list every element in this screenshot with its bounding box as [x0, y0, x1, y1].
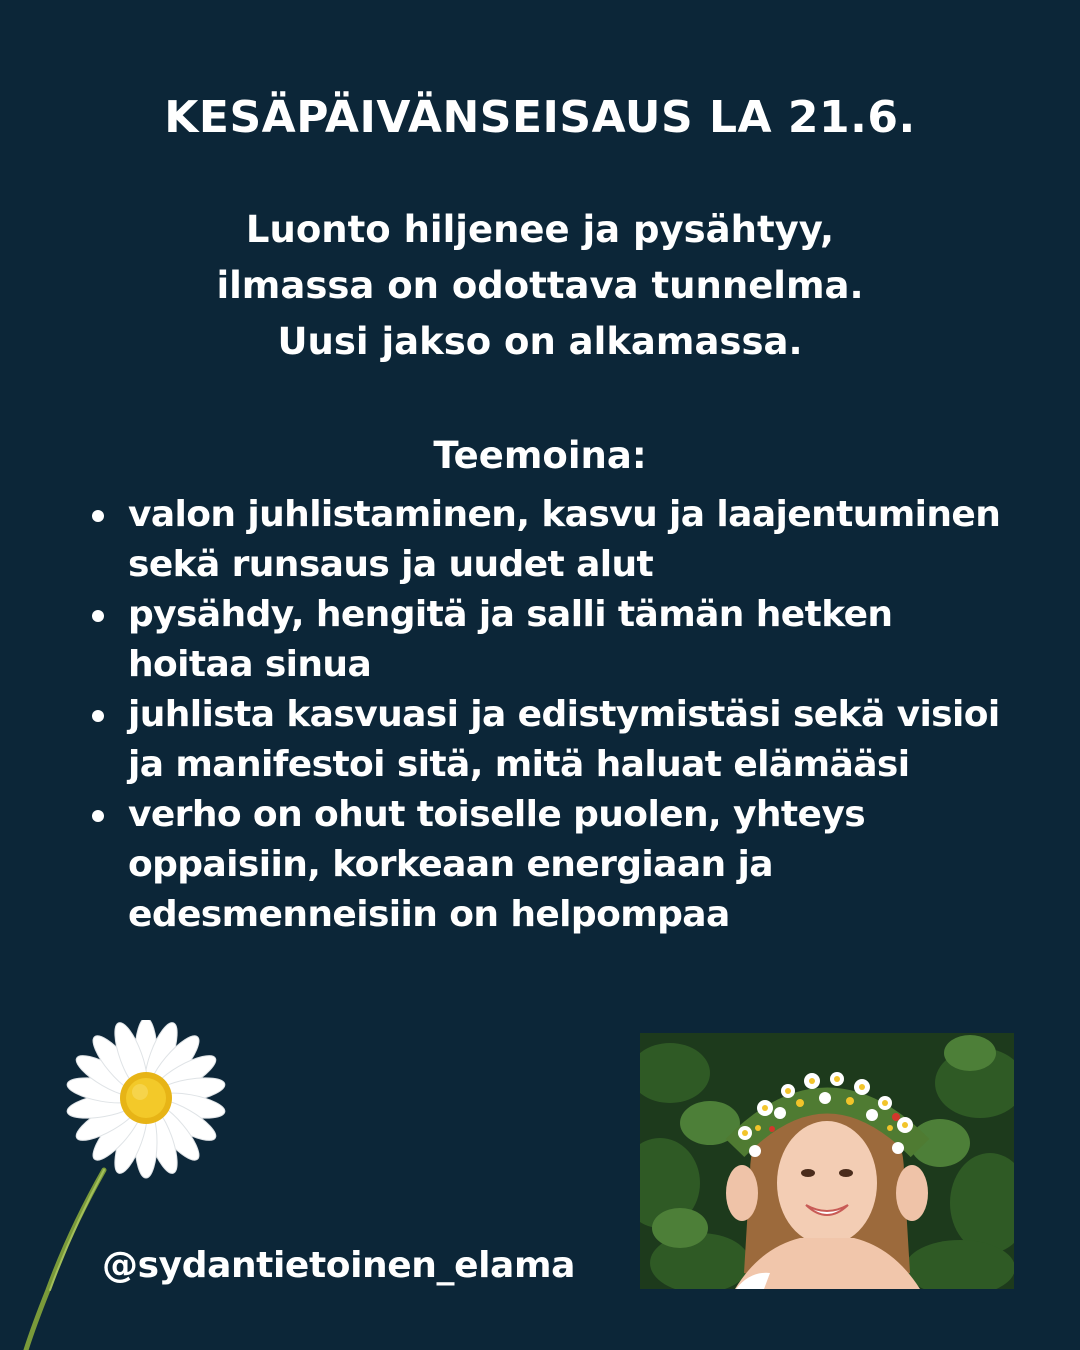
bullet-icon	[92, 710, 104, 722]
list-item-text: verho on ohut toiselle puolen, yhteys oppaisiin, korkeaan energiaan ja edesmenneisiin on helpompaa	[128, 794, 866, 935]
bullet-icon	[92, 510, 104, 522]
list-item	[84, 790, 1024, 940]
intro-line: ilmassa on odottava tunnelma.	[216, 264, 864, 307]
list-item	[84, 490, 1024, 590]
list-item	[84, 590, 1024, 690]
flower-crown-photo	[640, 1033, 1014, 1289]
list-item-text: pysähdy, hengitä ja salli tämän hetken hoitaa sinua	[128, 594, 893, 685]
list-item	[84, 690, 1024, 790]
themes-list	[84, 490, 1024, 940]
bullet-icon	[92, 610, 104, 622]
list-item-text: juhlista kasvuasi ja edistymistäsi sekä visioi ja manifestoi sitä, mitä haluat elämääsi	[128, 694, 1000, 785]
intro-line: Luonto hiljenee ja pysähtyy,	[245, 208, 835, 251]
instagram-handle: @sydantietoinen_elama	[102, 1245, 575, 1286]
bullet-icon	[92, 810, 104, 822]
daisy-flower-illustration	[0, 1020, 240, 1350]
intro-text	[0, 202, 1080, 370]
themes-heading: Teemoina:	[433, 434, 647, 477]
intro-line: Uusi jakso on alkamassa.	[277, 320, 803, 363]
page-title: KESÄPÄIVÄNSEISAUS LA 21.6.	[164, 92, 916, 143]
list-item-text: valon juhlistaminen, kasvu ja laajentuminen sekä runsaus ja uudet alut	[128, 494, 1001, 585]
